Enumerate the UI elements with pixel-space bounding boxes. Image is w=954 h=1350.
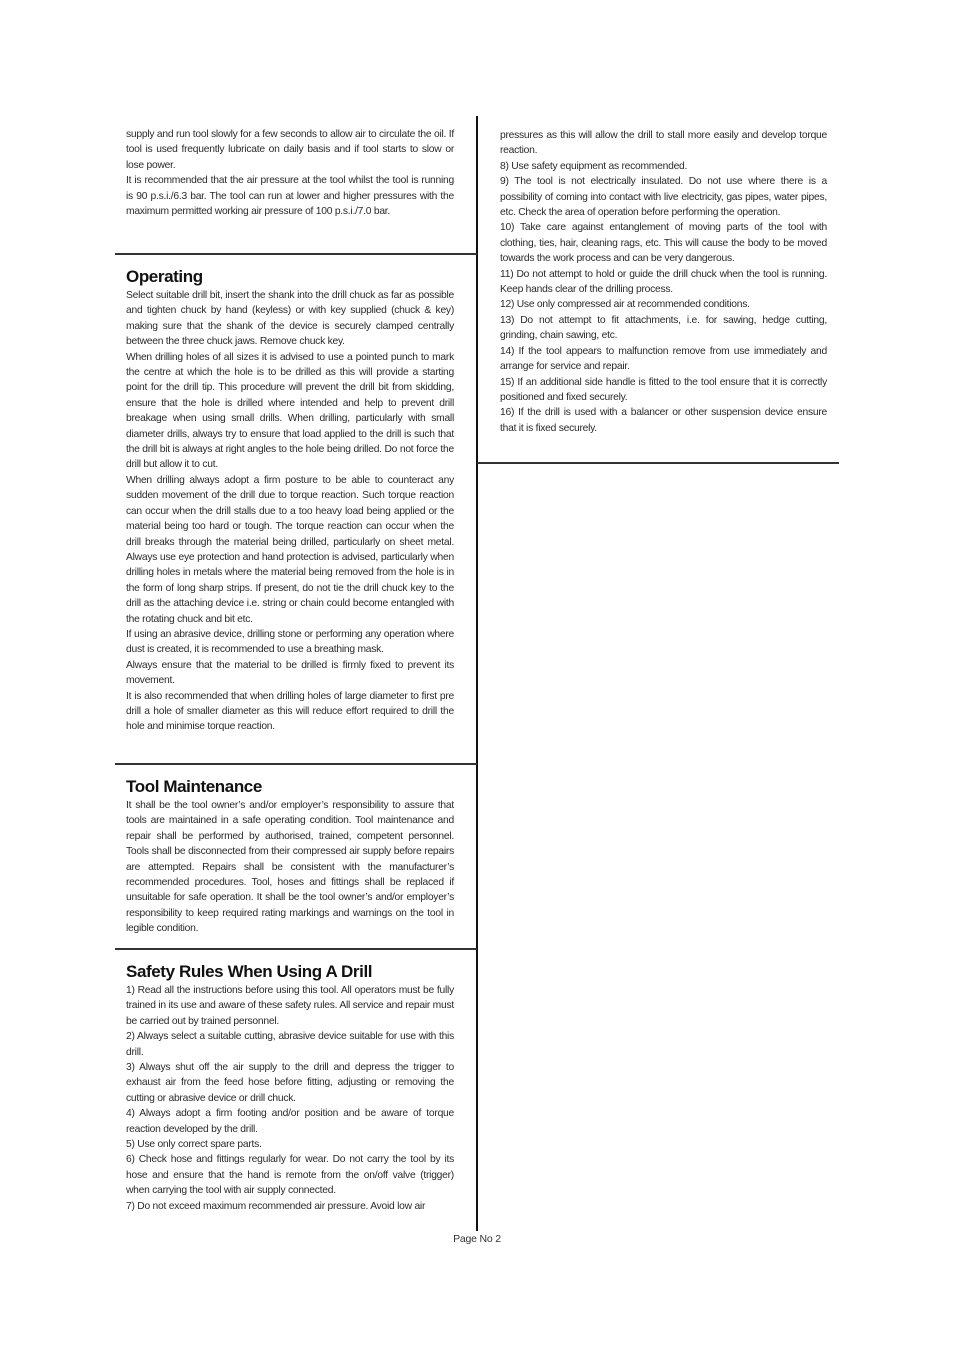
section-divider (115, 763, 477, 765)
safety-rule: 13) Do not attempt to fit attachments, i.e. for sawing, hedge cutting, grinding, chain sawing, etc. (500, 314, 827, 342)
safety-rule: 2) Always select a suitable cutting, abrasive device suitable for use with this drill. (126, 1031, 454, 1058)
safety-rule: 15) If an additional side handle is fitted to the tool ensure that it is correctly positioned and fixed securely. (500, 376, 827, 403)
safety-rule: 14) If the tool appears to malfunction remove from use immediately and arrange for service and repair. (500, 345, 827, 373)
section-divider (115, 253, 477, 255)
safety-rule: 10) Take care against entanglement of moving parts of the tool with clothing, ties, hair, cleaning rags, etc. This will cause the body to be moved towards the work process and can be very dangerous. (500, 222, 827, 265)
page-number: Page No 2 (453, 1233, 501, 1245)
section-divider (477, 462, 839, 464)
safety-section-continued (500, 128, 827, 436)
body-paragraph: Select suitable drill bit, insert the shank into the drill chuck as far as possible and tighten chuck by hand (keyless) or with key supplied (chuck & key) making sure that the shank of the device is securely clamped centrally between the three chuck jaws. Remove chuck key. (126, 290, 454, 348)
section-heading: Tool Maintenance (126, 777, 262, 796)
safety-rule: 3) Always shut off the air supply to the drill and depress the trigger to exhaust air from the feed hose before fitting, adjusting or removing the cutting or abrasive device or drill chuck. (126, 1062, 454, 1104)
safety-rule: pressures as this will allow the drill to stall more easily and develop torque reaction. (500, 130, 827, 157)
body-paragraph: If using an abrasive device, drilling stone or performing any operation where dust is created, it is recommended to use a breathing mask. (126, 628, 454, 656)
body-paragraph: supply and run tool slowly for a few seconds to allow air to circulate the oil. If tool is used frequently lubricate on daily basis and if tool starts to slow or lose power. (126, 129, 454, 171)
body-paragraph: When drilling always adopt a firm posture to be able to counteract any sudden movement of the drill due to torque reaction. Such torque reaction can occur when the drill stalls due to a too heavy load being applied or the material being too hard or tough. The torque reaction can occur when the drill breaks through the material being drilled, particularly on sheet metal. Always use eye protection and hand protection is advised, particularly when drilling holes in metals where the material being removed from the hole is in the form of long sharp strips. If present, do not tie the drill chuck key to the drill as the attaching device i.e. string or chain could become entangled with the rotating chuck and bit etc. (126, 474, 454, 625)
safety-rule: 1) Read all the instructions before using this tool. All operators must be fully trained in its use and aware of these safety rules. All service and repair must be carried out by trained personnel. (126, 985, 454, 1027)
safety-rule: 16) If the drill is used with a balancer or other suspension device ensure that it is fixed securely. (500, 407, 827, 434)
safety-rule: 5) Use only correct spare parts. (126, 1139, 262, 1151)
body-paragraph: It is also recommended that when drilling holes of large diameter to first pre drill a hole of smaller diameter as this will reduce effort required to drill the hole and minimise torque reaction. (126, 690, 454, 733)
safety-rule: 8) Use safety equipment as recommended. (500, 160, 688, 172)
safety-rule: 11) Do not attempt to hold or guide the drill chuck when the tool is running. Keep hands clear of the drilling process. (500, 268, 827, 296)
safety-rule: 6) Check hose and fittings regularly for wear. Do not carry the tool by its hose and ensure that the hand is remote from the on/off valve (trigger) when carrying the tool with air supply connected. (126, 1154, 454, 1197)
section-heading: Safety Rules When Using A Drill (126, 962, 373, 981)
safety-rule: 4) Always adopt a firm footing and/or position and be aware of torque reaction developed by the drill. (126, 1108, 454, 1135)
section-heading: Operating (126, 267, 203, 286)
body-paragraph: It shall be the tool owner’s and/or employer’s responsibility to assure that tools are maintained in a safe operating condition. Tool maintenance and repair shall be performed by authorised, trained, competent personnel. Tools shall be disconnected from their compressed air supply before repairs are attempted. Repairs shall be consistent with the manufacturer’s recommended procedures. Tool, hoses and fittings shall be replaced if unsuitable for safe operation. It shall be the tool owner’s and/or employer’s responsibility to keep required rating markings and warnings on the tool in legible condition. (126, 800, 454, 935)
section-divider (115, 948, 477, 950)
safety-rule: 7) Do not exceed maximum recommended air pressure. Avoid low air (126, 1200, 426, 1212)
column-divider (476, 116, 478, 1231)
body-paragraph: It is recommended that the air pressure at the tool whilst the tool is running is 90 p.s.i./6.3 bar. The tool can run at lower and higher pressures with the maximum permitted working air pressure of 100 p.s.i./7.0 bar. (126, 175, 454, 218)
body-paragraph: Always ensure that the material to be drilled is firmly fixed to prevent its movement. (126, 659, 454, 687)
intro-section (126, 127, 454, 219)
safety-rule: 12) Use only compressed air at recommended conditions. (500, 299, 750, 311)
operating-section (126, 267, 454, 735)
safety-rule: 9) The tool is not electrically insulated. Do not use where there is a possibility of coming into contact with live electricity, gas pipes, water pipes, etc. Check the area of operation before performing the operation. (500, 176, 827, 219)
body-paragraph: When drilling holes of all sizes it is advised to use a pointed punch to mark the centre at which the hole is to be drilled as this will provide a starting point for the drill tip. This procedure will prevent the drill bit from skidding, ensure that the hole is drilled where intended and help to prevent drill breakage when using small drills. When drilling, particularly with small diameter drills, always try to ensure that load applied to the drill is such that the drill bit is always at right angles to the hole being drilled. Do not force the drill but allow it to cut. (126, 351, 454, 471)
safety-section (126, 962, 454, 1214)
maintenance-section (126, 777, 454, 937)
